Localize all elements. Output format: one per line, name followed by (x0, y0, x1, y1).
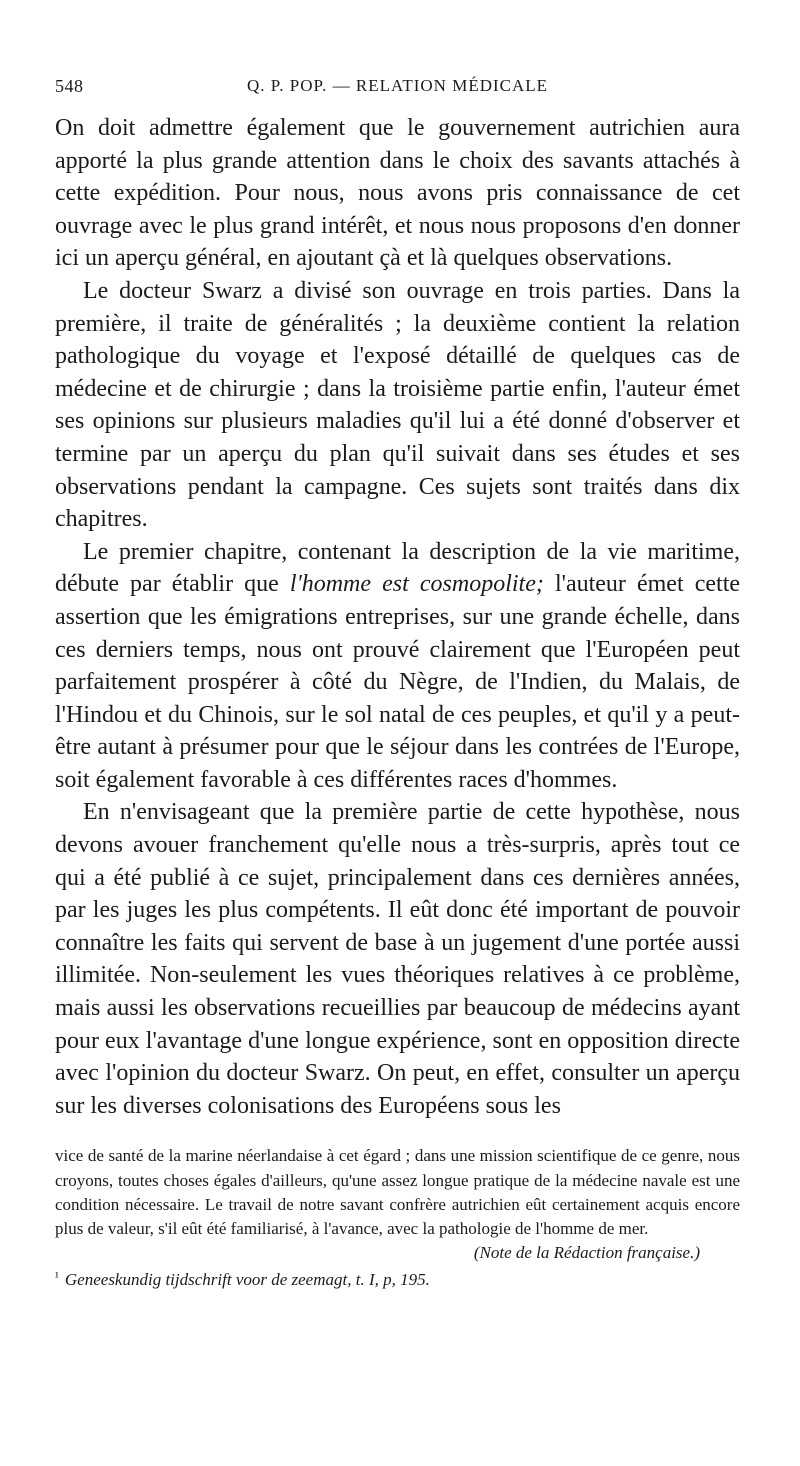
editorial-note: (Note de la Rédaction française.) (473, 1243, 700, 1263)
footnote-reference (55, 1265, 740, 1292)
page-number: 548 (55, 76, 84, 96)
footnote-continuation: vice de santé de la marine néerlandaise à cet égard ; dans une mission scientifique de ce genre, nous croyons, toutes choses égales d'ailleurs, qu'une assez longue pratique de la médecine navale est une condition nécessaire. Le travail de notre savant confrère autrichien eût certainement acquis encore plus de valeur, s'il eût été familiarisé, à l'avance, avec la pathologie de l'homme de mer. (55, 1146, 740, 1239)
paragraph-4: En n'envisageant que la première partie de cette hypothèse, nous devons avouer franchement qu'elle nous a très-surpris, après tout ce qui a été publié à ce sujet, principalement dans ces dernières années, par les juges les plus compétents. Il eût donc été important de pouvoir connaître les faits qui servent de base à un jugement d'une portée aussi illimitée. Non-seulement les vues théoriques relatives à ce problème, mais aussi les observations recueillies par beaucoup de médecins ayant pour eux l'avantage d'une longue expérience, sont en opposition directe avec l'opinion du docteur Swarz. On peut, en effet, consulter un aperçu sur les diverses colonisations des Européens sous les (55, 799, 740, 1119)
body-text (55, 112, 740, 1122)
running-head: Q. P. POP. — RELATION MÉDICALE (246, 76, 549, 95)
footnote-marker: ¹ (55, 1269, 59, 1285)
footnote-citation: Geneeskundig tijdschrift voor de zeemagt, t. I, p, 195. (64, 1270, 430, 1290)
paragraph-2: Le docteur Swarz a divisé son ouvrage en trois parties. Dans la première, il traite de généralités ; la deuxième contient la relation pathologique du voyage et l'exposé détaillé de quelques cas de médecine et de chirurgie ; dans la troisième partie enfin, l'auteur émet ses opinions sur plusieurs maladies qu'il lui a été donné d'observer et termine par un aperçu du plan qu'il suivait dans ses études et ses observations pendant la campagne. Ces sujets sont traités dans dix chapitres. (55, 277, 740, 533)
paragraph-3-start: Le premier chapitre, contenant la description de la vie maritime, débute par établir que (55, 538, 740, 598)
footnotes (55, 1144, 740, 1292)
book-page (55, 68, 740, 1292)
paragraph-3 (55, 536, 740, 797)
paragraph-3-end: l'auteur émet cette assertion que les émigrations entreprises, sur une grande échelle, dans ces derniers temps, nous ont prouvé clairement que l'Européen peut parfaitement prospérer à côté du Nègre, de l'Indien, du Malais, de l'Hindou et du Chinois, sur le sol natal de ces peuples, et qu'il y a peut-être autant à présumer pour que le séjour dans les contrées de l'Europe, soit également favorable à ces différentes races d'hommes. (55, 571, 741, 793)
italic-phrase: l'homme est cosmopolite; (289, 571, 544, 598)
page-header (55, 68, 740, 108)
paragraph-1: On doit admettre également que le gouvernement autrichien aura apporté la plus grande attention dans le choix des savants attachés à cette expédition. Pour nous, nous avons pris connaissance de cet ouvrage avec le plus grand intérêt, et nous nous proposons d'en donner ici un aperçu général, en ajoutant çà et là quelques observations. (55, 115, 740, 272)
